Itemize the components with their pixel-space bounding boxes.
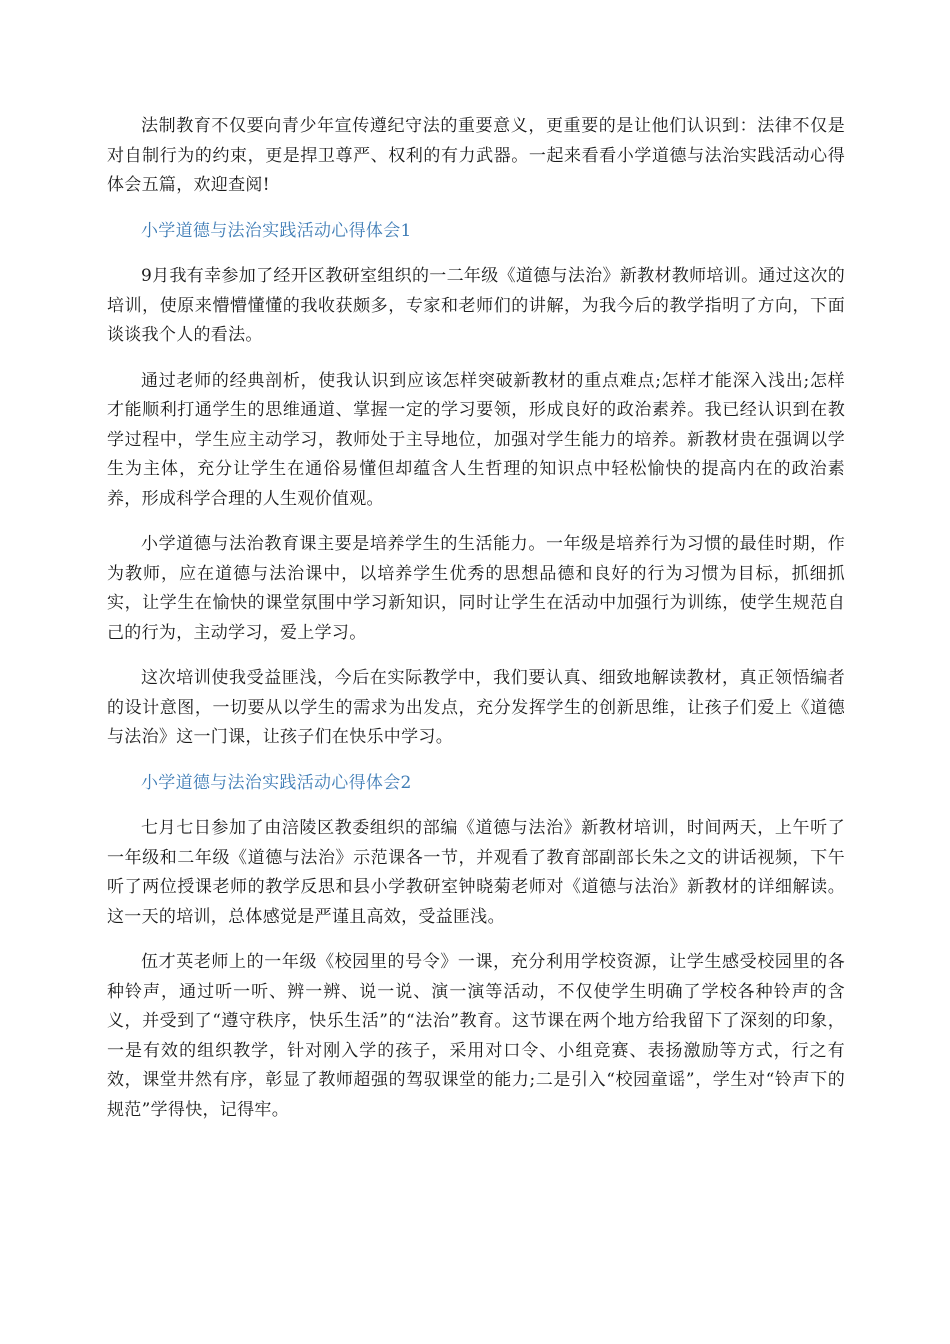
- section-heading-2: 小学道德与法治实践活动心得体会2: [141, 772, 412, 793]
- document-page: [107, 112, 845, 1141]
- section-1-paragraph-3: 小学道德与法治教育课主要是培养学生的生活能力。一年级是培养行为习惯的最佳时期，作为教师，应在道德与法治课中，以培养学生优秀的思想品德和良好的行为习惯为目标，抓细抓实，让学生在愉快的课堂氛围中学习新知识，同时让学生在活动中加强行为训练，使学生规范自己的行为，主动学习，爱上学习。: [107, 534, 845, 643]
- section-2-paragraph-1: 七月七日参加了由涪陵区教委组织的部编《道德与法治》新教材培训，时间两天，上午听了一年级和二年级《道德与法治》示范课各一节，并观看了教育部副部长朱之文的讲话视频，下午听了两位授课老师的教学反思和县小学教研室钟晓菊老师对《道德与法治》新教材的详细解读。这一天的培训，总体感觉是严谨且高效，受益匪浅。: [107, 818, 845, 927]
- section-1-paragraph-1: 9月我有幸参加了经开区教研室组织的一二年级《道德与法治》新教材教师培训。通过这次的培训，使原来懵懵懂懂的我收获颇多，专家和老师们的讲解，为我今后的教学指明了方向，下面谈谈我个人的看法。: [107, 266, 845, 345]
- intro-paragraph: 法制教育不仅要向青少年宣传遵纪守法的重要意义，更重要的是让他们认识到：法律不仅是对自制行为的约束，更是捍卫尊严、权利的有力武器。一起来看看小学道德与法治实践活动心得体会五篇，欢迎查阅!: [107, 116, 845, 195]
- section-1-paragraph-4: 这次培训使我受益匪浅，今后在实际教学中，我们要认真、细致地解读教材，真正领悟编者的设计意图，一切要从以学生的需求为出发点，充分发挥学生的创新思维，让孩子们爱上《道德与法治》这一门课，让孩子们在快乐中学习。: [107, 668, 845, 747]
- section-1-paragraph-2: 通过老师的经典剖析，使我认识到应该怎样突破新教材的重点难点;怎样才能深入浅出;怎样才能顺利打通学生的思维通道、掌握一定的学习要领，形成良好的政治素养。我已经认识到在教学过程中，学生应主动学习，教师处于主导地位，加强对学生能力的培养。新教材贵在强调以学生为主体，充分让学生在通俗易懂但却蕴含人生哲理的知识点中轻松愉快的提高内在的政治素养，形成科学合理的人生观价值观。: [107, 370, 845, 509]
- section-2-paragraph-2: 伍才英老师上的一年级《校园里的号令》一课，充分利用学校资源，让学生感受校园里的各种铃声，通过听一听、辨一辨、说一说、演一演等活动，不仅使学生明确了学校各种铃声的含义，并受到了“遵守秩序，快乐生活”的“法治”教育。这节课在两个地方给我留下了深刻的印象，一是有效的组织教学，针对刚入学的孩子，采用对口令、小组竞赛、表扬激励等方式，行之有效，课堂井然有序，彰显了教师超强的驾驭课堂的能力;二是引入“校园童谣”，学生对“铃声下的规范”学得快，记得牢。: [107, 952, 845, 1120]
- section-heading-1: 小学道德与法治实践活动心得体会1: [141, 220, 412, 241]
